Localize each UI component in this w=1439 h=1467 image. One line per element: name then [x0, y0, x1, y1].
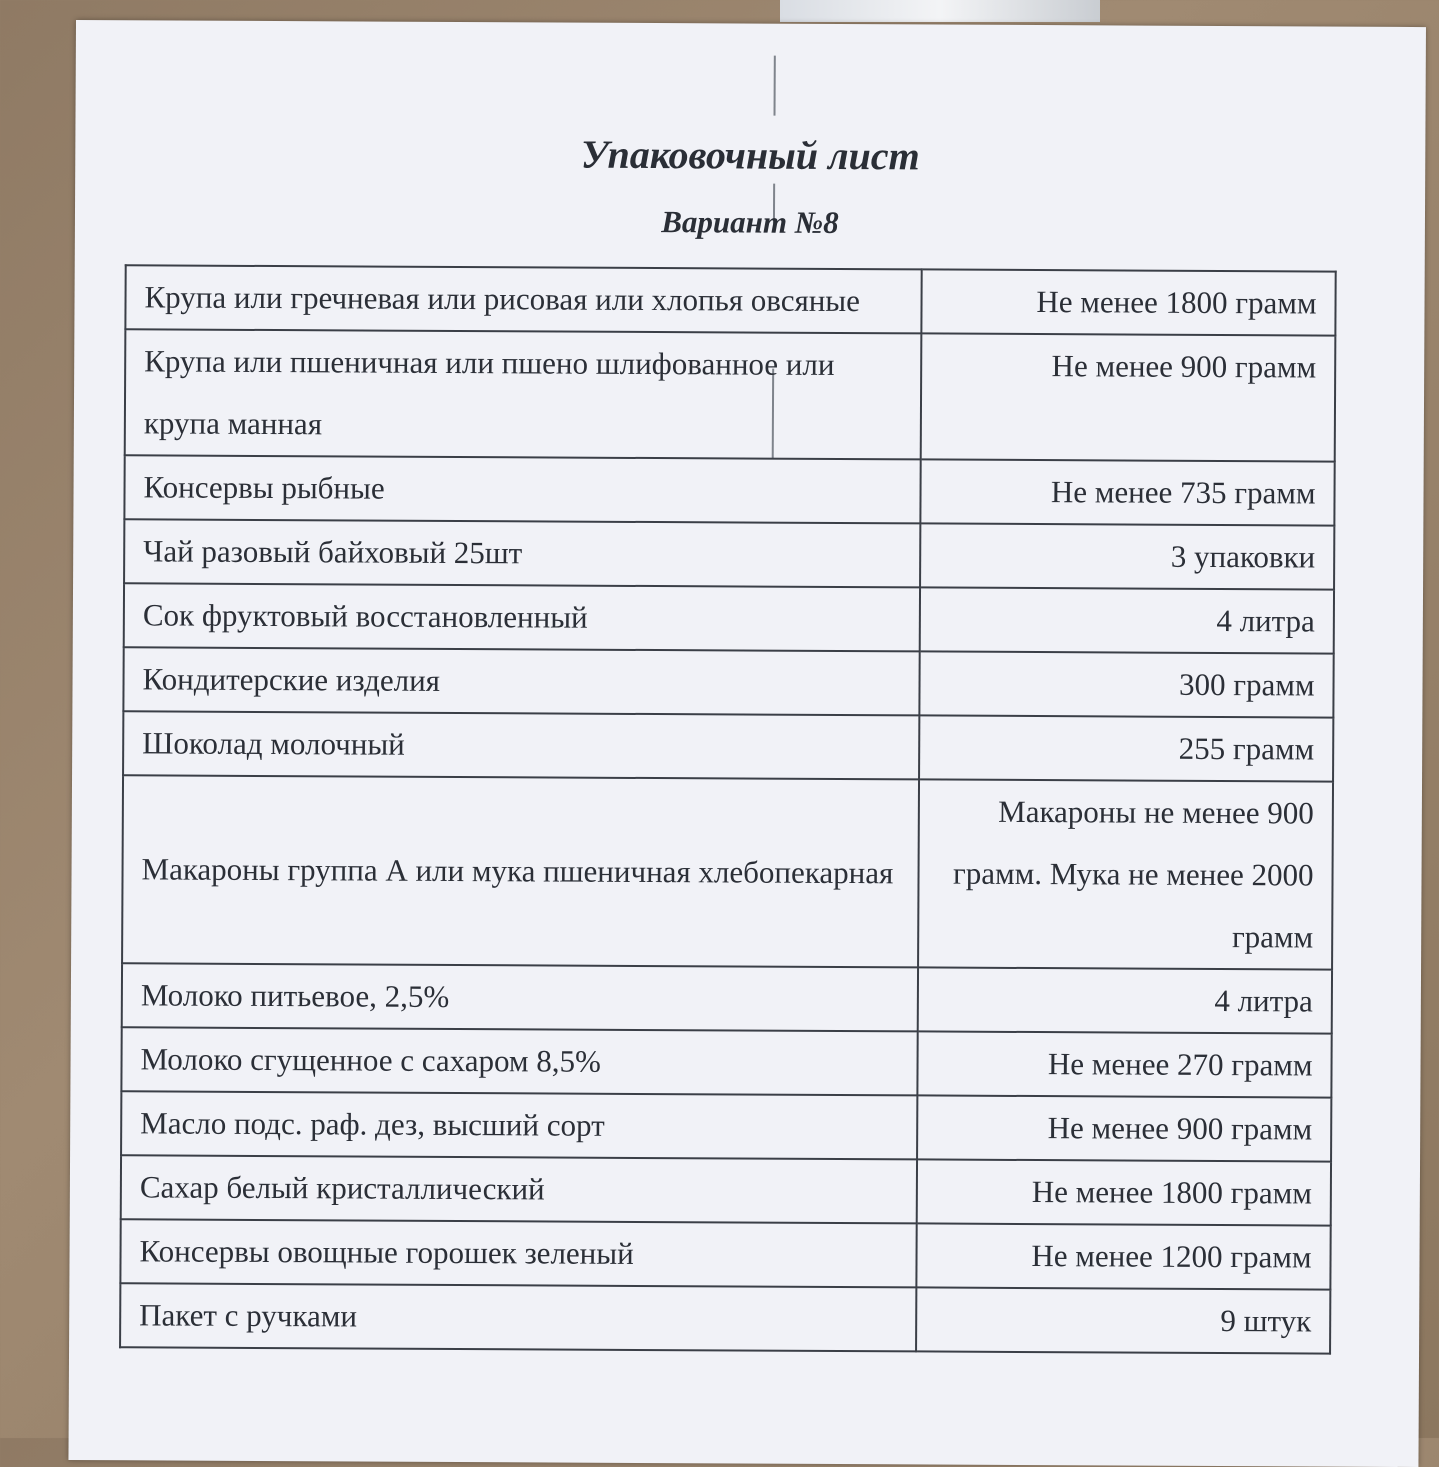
document-subtitle: Вариант №8	[661, 204, 839, 240]
quantity-cell: 4 литра	[918, 967, 1332, 1033]
background-object	[780, 0, 1100, 22]
fold-mark	[774, 56, 776, 116]
table-row	[121, 1091, 1331, 1161]
table-row	[120, 1219, 1330, 1289]
table-row	[124, 519, 1334, 589]
packing-table	[119, 264, 1337, 1354]
packing-list-sheet	[68, 20, 1426, 1467]
quantity-cell: 255 грамм	[919, 715, 1333, 781]
item-cell: Консервы овощные горошек зеленый	[120, 1219, 916, 1287]
quantity-cell: 300 грамм	[919, 651, 1333, 717]
item-cell: Пакет с ручками	[120, 1283, 916, 1351]
quantity-cell: Макароны не менее 900 грамм. Мука не менее 2000 грамм	[918, 779, 1333, 969]
table-row	[123, 711, 1333, 781]
document-title: Упаковочный лист	[580, 131, 920, 179]
item-cell: Консервы рыбные	[124, 455, 920, 523]
table-row	[120, 1283, 1330, 1353]
item-cell: Сок фруктовый восстановленный	[124, 583, 920, 651]
item-cell: Крупа или пшеничная или пшено шлифованное или крупа манная	[125, 329, 922, 459]
quantity-cell: Не менее 270 грамм	[917, 1031, 1331, 1097]
quantity-cell: 3 упаковки	[920, 523, 1334, 589]
item-cell: Сахар белый кристаллический	[121, 1155, 917, 1223]
quantity-cell: 9 штук	[916, 1287, 1330, 1353]
table-row	[123, 647, 1333, 717]
quantity-cell: Не менее 735 грамм	[920, 459, 1334, 525]
quantity-cell: Не менее 900 грамм	[921, 333, 1336, 461]
table-row	[122, 963, 1332, 1033]
quantity-cell: Не менее 1800 грамм	[917, 1159, 1331, 1225]
quantity-cell: Не менее 1800 грамм	[921, 269, 1335, 335]
item-cell: Шоколад молочный	[123, 711, 919, 779]
table-row	[122, 775, 1333, 969]
quantity-cell: 4 литра	[920, 587, 1334, 653]
item-cell: Крупа или гречневая или рисовая или хлопья овсяные	[125, 265, 921, 333]
table-row	[121, 1027, 1331, 1097]
item-cell: Масло подс. раф. дез, высший сорт	[121, 1091, 917, 1159]
table-row	[125, 329, 1336, 461]
table-row	[124, 455, 1334, 525]
table-row	[121, 1155, 1331, 1225]
item-cell: Кондитерские изделия	[123, 647, 919, 715]
table-row	[125, 265, 1335, 335]
quantity-cell: Не менее 900 грамм	[917, 1095, 1331, 1161]
table-row	[124, 583, 1334, 653]
item-cell: Чай разовый байховый 25шт	[124, 519, 920, 587]
item-cell: Молоко питьевое, 2,5%	[122, 963, 918, 1031]
item-cell: Молоко сгущенное с сахаром 8,5%	[121, 1027, 917, 1095]
quantity-cell: Не менее 1200 грамм	[916, 1223, 1330, 1289]
item-cell: Макароны группа А или мука пшеничная хлебопекарная	[122, 775, 919, 967]
